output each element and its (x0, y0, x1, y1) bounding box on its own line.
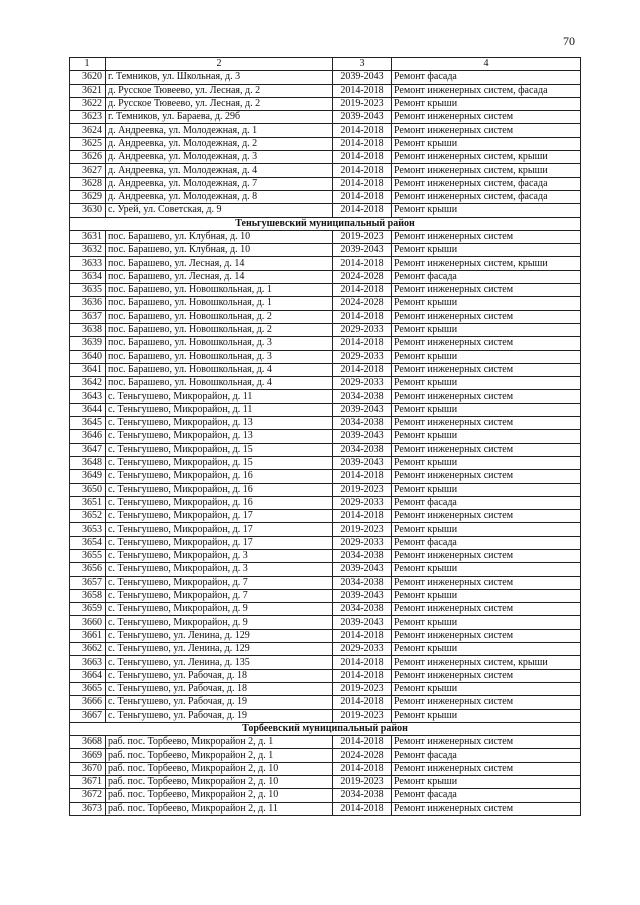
period-cell: 2019-2023 (333, 682, 392, 695)
work-type-cell: Ремонт фасада (392, 270, 581, 283)
table-row (70, 137, 581, 150)
period-cell: 2014-2018 (333, 177, 392, 190)
period-cell: 2029-2033 (333, 643, 392, 656)
address-cell: раб. пос. Торбеево, Микрорайон 2, д. 10 (106, 789, 333, 802)
table-header-row (70, 58, 581, 71)
row-number: 3649 (70, 470, 106, 483)
period-cell: 2034-2038 (333, 789, 392, 802)
row-number: 3655 (70, 549, 106, 562)
table-row (70, 496, 581, 509)
period-cell: 2014-2018 (333, 164, 392, 177)
address-cell: пос. Барашево, ул. Новошкольная, д. 1 (106, 284, 333, 297)
table-row (70, 204, 581, 217)
period-cell: 2039-2043 (333, 589, 392, 602)
header-cell: 1 (70, 58, 106, 71)
row-number: 3626 (70, 151, 106, 164)
table-row (70, 589, 581, 602)
period-cell: 2034-2038 (333, 603, 392, 616)
period-cell: 2024-2028 (333, 749, 392, 762)
work-type-cell: Ремонт инженерных систем (392, 284, 581, 297)
row-number: 3642 (70, 377, 106, 390)
work-type-cell: Ремонт инженерных систем (392, 696, 581, 709)
table-row (70, 510, 581, 523)
row-number: 3640 (70, 350, 106, 363)
row-number: 3629 (70, 190, 106, 203)
table-row (70, 257, 581, 270)
row-number: 3645 (70, 417, 106, 430)
period-cell: 2014-2018 (333, 337, 392, 350)
table-row (70, 363, 581, 376)
work-type-cell: Ремонт инженерных систем (392, 549, 581, 562)
period-cell: 2014-2018 (333, 84, 392, 97)
period-cell: 2029-2033 (333, 377, 392, 390)
header-cell: 3 (333, 58, 392, 71)
row-number: 3639 (70, 337, 106, 350)
address-cell: с. Теньгушево, Микрорайон, д. 7 (106, 589, 333, 602)
page-number: 70 (563, 34, 575, 48)
period-cell: 2024-2028 (333, 270, 392, 283)
address-cell: с. Теньгушево, Микрорайон, д. 11 (106, 390, 333, 403)
row-number: 3648 (70, 456, 106, 469)
address-cell: с. Теньгушево, Микрорайон, д. 16 (106, 483, 333, 496)
table-row (70, 470, 581, 483)
period-cell: 2014-2018 (333, 736, 392, 749)
work-type-cell: Ремонт крыши (392, 616, 581, 629)
table-row (70, 563, 581, 576)
table-row (70, 643, 581, 656)
address-cell: с. Теньгушево, Микрорайон, д. 11 (106, 403, 333, 416)
period-cell: 2014-2018 (333, 310, 392, 323)
work-type-cell: Ремонт крыши (392, 643, 581, 656)
address-cell: раб. пос. Торбеево, Микрорайон 2, д. 1 (106, 736, 333, 749)
work-type-cell: Ремонт инженерных систем (392, 603, 581, 616)
table-row (70, 244, 581, 257)
table-row (70, 696, 581, 709)
row-number: 3632 (70, 244, 106, 257)
section-header-row (70, 722, 581, 735)
row-number: 3673 (70, 802, 106, 815)
row-number: 3647 (70, 443, 106, 456)
address-cell: с. Теньгушево, Микрорайон, д. 3 (106, 563, 333, 576)
work-type-cell: Ремонт инженерных систем (392, 230, 581, 243)
address-cell: раб. пос. Торбеево, Микрорайон 2, д. 11 (106, 802, 333, 815)
row-number: 3656 (70, 563, 106, 576)
work-type-cell: Ремонт инженерных систем (392, 390, 581, 403)
period-cell: 2014-2018 (333, 363, 392, 376)
work-type-cell: Ремонт крыши (392, 350, 581, 363)
period-cell: 2029-2033 (333, 323, 392, 336)
address-cell: пос. Барашево, ул. Лесная, д. 14 (106, 257, 333, 270)
section-header-row (70, 217, 581, 230)
address-cell: пос. Барашево, ул. Клубная, д. 10 (106, 230, 333, 243)
table-row (70, 576, 581, 589)
repair-schedule-table (69, 57, 581, 816)
table-row (70, 403, 581, 416)
work-type-cell: Ремонт инженерных систем, крыши (392, 164, 581, 177)
table-row (70, 350, 581, 363)
period-cell: 2039-2043 (333, 71, 392, 84)
table-row (70, 151, 581, 164)
address-cell: д. Русское Тювеево, ул. Лесная, д. 2 (106, 84, 333, 97)
work-type-cell: Ремонт инженерных систем, фасада (392, 190, 581, 203)
table-row (70, 71, 581, 84)
period-cell: 2014-2018 (333, 470, 392, 483)
table-row (70, 230, 581, 243)
address-cell: с. Теньгушево, Микрорайон, д. 13 (106, 417, 333, 430)
work-type-cell: Ремонт крыши (392, 377, 581, 390)
work-type-cell: Ремонт инженерных систем (392, 310, 581, 323)
period-cell: 2019-2023 (333, 709, 392, 722)
table-row (70, 430, 581, 443)
row-number: 3646 (70, 430, 106, 443)
row-number: 3644 (70, 403, 106, 416)
address-cell: с. Теньгушево, ул. Ленина, д. 129 (106, 643, 333, 656)
row-number: 3658 (70, 589, 106, 602)
table-row (70, 84, 581, 97)
work-type-cell: Ремонт инженерных систем, крыши (392, 656, 581, 669)
table-row (70, 456, 581, 469)
address-cell: с. Теньгушево, ул. Рабочая, д. 18 (106, 682, 333, 695)
row-number: 3662 (70, 643, 106, 656)
address-cell: с. Урей, ул. Советская, д. 9 (106, 204, 333, 217)
period-cell: 2019-2023 (333, 483, 392, 496)
section-title: Теньгушевский муниципальный район (70, 217, 581, 230)
address-cell: пос. Барашево, ул. Новошкольная, д. 2 (106, 323, 333, 336)
row-number: 3659 (70, 603, 106, 616)
period-cell: 2014-2018 (333, 669, 392, 682)
period-cell: 2014-2018 (333, 510, 392, 523)
period-cell: 2039-2043 (333, 403, 392, 416)
address-cell: д. Андреевка, ул. Молодежная, д. 7 (106, 177, 333, 190)
address-cell: с. Теньгушево, ул. Рабочая, д. 19 (106, 709, 333, 722)
work-type-cell: Ремонт инженерных систем (392, 510, 581, 523)
period-cell: 2039-2043 (333, 430, 392, 443)
table-row (70, 310, 581, 323)
period-cell: 2014-2018 (333, 284, 392, 297)
period-cell: 2034-2038 (333, 390, 392, 403)
row-number: 3641 (70, 363, 106, 376)
address-cell: пос. Барашево, ул. Новошкольная, д. 2 (106, 310, 333, 323)
table-row (70, 709, 581, 722)
row-number: 3635 (70, 284, 106, 297)
work-type-cell: Ремонт инженерных систем, крыши (392, 151, 581, 164)
work-type-cell: Ремонт крыши (392, 137, 581, 150)
work-type-cell: Ремонт инженерных систем, крыши (392, 257, 581, 270)
row-number: 3627 (70, 164, 106, 177)
period-cell: 2034-2038 (333, 549, 392, 562)
table-row (70, 390, 581, 403)
table-row (70, 682, 581, 695)
work-type-cell: Ремонт фасада (392, 749, 581, 762)
work-type-cell: Ремонт инженерных систем (392, 736, 581, 749)
table-row (70, 549, 581, 562)
work-type-cell: Ремонт инженерных систем, фасада (392, 177, 581, 190)
period-cell: 2014-2018 (333, 124, 392, 137)
table-row (70, 736, 581, 749)
period-cell: 2029-2033 (333, 350, 392, 363)
address-cell: с. Теньгушево, Микрорайон, д. 3 (106, 549, 333, 562)
address-cell: раб. пос. Торбеево, Микрорайон 2, д. 10 (106, 762, 333, 775)
period-cell: 2034-2038 (333, 576, 392, 589)
address-cell: пос. Барашево, ул. Новошкольная, д. 3 (106, 350, 333, 363)
period-cell: 2039-2043 (333, 111, 392, 124)
address-cell: с. Теньгушево, Микрорайон, д. 15 (106, 456, 333, 469)
table-row (70, 603, 581, 616)
row-number: 3633 (70, 257, 106, 270)
table-row (70, 270, 581, 283)
row-number: 3628 (70, 177, 106, 190)
table-row (70, 776, 581, 789)
section-title: Торбеевский муниципальный район (70, 722, 581, 735)
address-cell: с. Теньгушево, Микрорайон, д. 15 (106, 443, 333, 456)
header-cell: 4 (392, 58, 581, 71)
row-number: 3671 (70, 776, 106, 789)
row-number: 3643 (70, 390, 106, 403)
period-cell: 2029-2033 (333, 536, 392, 549)
work-type-cell: Ремонт инженерных систем (392, 363, 581, 376)
table-row (70, 377, 581, 390)
table-row (70, 616, 581, 629)
row-number: 3657 (70, 576, 106, 589)
period-cell: 2014-2018 (333, 137, 392, 150)
row-number: 3622 (70, 97, 106, 110)
table-row (70, 297, 581, 310)
table-row (70, 536, 581, 549)
period-cell: 2014-2018 (333, 802, 392, 815)
row-number: 3630 (70, 204, 106, 217)
row-number: 3667 (70, 709, 106, 722)
address-cell: с. Теньгушево, Микрорайон, д. 16 (106, 470, 333, 483)
work-type-cell: Ремонт фасада (392, 789, 581, 802)
work-type-cell: Ремонт крыши (392, 523, 581, 536)
work-type-cell: Ремонт фасада (392, 496, 581, 509)
address-cell: с. Теньгушево, ул. Ленина, д. 135 (106, 656, 333, 669)
work-type-cell: Ремонт крыши (392, 456, 581, 469)
address-cell: г. Темников, ул. Бараева, д. 29б (106, 111, 333, 124)
period-cell: 2019-2023 (333, 97, 392, 110)
period-cell: 2014-2018 (333, 696, 392, 709)
address-cell: с. Теньгушево, ул. Ленина, д. 129 (106, 629, 333, 642)
address-cell: с. Теньгушево, Микрорайон, д. 9 (106, 616, 333, 629)
work-type-cell: Ремонт крыши (392, 403, 581, 416)
period-cell: 2019-2023 (333, 776, 392, 789)
period-cell: 2014-2018 (333, 204, 392, 217)
row-number: 3661 (70, 629, 106, 642)
row-number: 3651 (70, 496, 106, 509)
work-type-cell: Ремонт крыши (392, 776, 581, 789)
work-type-cell: Ремонт инженерных систем (392, 762, 581, 775)
address-cell: д. Андреевка, ул. Молодежная, д. 1 (106, 124, 333, 137)
table-row (70, 669, 581, 682)
header-cell: 2 (106, 58, 333, 71)
row-number: 3652 (70, 510, 106, 523)
address-cell: с. Теньгушево, Микрорайон, д. 7 (106, 576, 333, 589)
address-cell: г. Темников, ул. Школьная, д. 3 (106, 71, 333, 84)
address-cell: раб. пос. Торбеево, Микрорайон 2, д. 10 (106, 776, 333, 789)
work-type-cell: Ремонт крыши (392, 430, 581, 443)
table-row (70, 337, 581, 350)
work-type-cell: Ремонт инженерных систем (392, 669, 581, 682)
row-number: 3666 (70, 696, 106, 709)
row-number: 3669 (70, 749, 106, 762)
period-cell: 2039-2043 (333, 244, 392, 257)
work-type-cell: Ремонт инженерных систем (392, 576, 581, 589)
table-row (70, 443, 581, 456)
work-type-cell: Ремонт крыши (392, 244, 581, 257)
period-cell: 2029-2033 (333, 496, 392, 509)
table-row (70, 190, 581, 203)
work-type-cell: Ремонт крыши (392, 563, 581, 576)
period-cell: 2024-2028 (333, 297, 392, 310)
work-type-cell: Ремонт крыши (392, 589, 581, 602)
period-cell: 2014-2018 (333, 656, 392, 669)
period-cell: 2034-2038 (333, 417, 392, 430)
period-cell: 2039-2043 (333, 563, 392, 576)
row-number: 3625 (70, 137, 106, 150)
table-row (70, 177, 581, 190)
address-cell: пос. Барашево, ул. Новошкольная, д. 4 (106, 377, 333, 390)
table-row (70, 483, 581, 496)
row-number: 3638 (70, 323, 106, 336)
row-number: 3623 (70, 111, 106, 124)
table-row (70, 284, 581, 297)
address-cell: с. Теньгушево, Микрорайон, д. 9 (106, 603, 333, 616)
work-type-cell: Ремонт фасада (392, 71, 581, 84)
address-cell: д. Андреевка, ул. Молодежная, д. 2 (106, 137, 333, 150)
table-row (70, 417, 581, 430)
table-row (70, 523, 581, 536)
address-cell: с. Теньгушево, Микрорайон, д. 17 (106, 536, 333, 549)
row-number: 3653 (70, 523, 106, 536)
table-row (70, 749, 581, 762)
table-row (70, 762, 581, 775)
address-cell: пос. Барашево, ул. Новошкольная, д. 3 (106, 337, 333, 350)
row-number: 3663 (70, 656, 106, 669)
row-number: 3624 (70, 124, 106, 137)
table-row (70, 164, 581, 177)
period-cell: 2019-2023 (333, 523, 392, 536)
table-row (70, 656, 581, 669)
period-cell: 2019-2023 (333, 230, 392, 243)
table-row (70, 629, 581, 642)
work-type-cell: Ремонт инженерных систем (392, 337, 581, 350)
period-cell: 2014-2018 (333, 190, 392, 203)
address-cell: с. Теньгушево, Микрорайон, д. 17 (106, 523, 333, 536)
row-number: 3670 (70, 762, 106, 775)
address-cell: раб. пос. Торбеево, Микрорайон 2, д. 1 (106, 749, 333, 762)
row-number: 3672 (70, 789, 106, 802)
address-cell: пос. Барашево, ул. Новошкольная, д. 4 (106, 363, 333, 376)
row-number: 3665 (70, 682, 106, 695)
address-cell: д. Русское Тювеево, ул. Лесная, д. 2 (106, 97, 333, 110)
address-cell: д. Андреевка, ул. Молодежная, д. 4 (106, 164, 333, 177)
address-cell: с. Теньгушево, Микрорайон, д. 16 (106, 496, 333, 509)
work-type-cell: Ремонт инженерных систем (392, 124, 581, 137)
work-type-cell: Ремонт крыши (392, 323, 581, 336)
work-type-cell: Ремонт крыши (392, 97, 581, 110)
table-row (70, 111, 581, 124)
row-number: 3637 (70, 310, 106, 323)
address-cell: пос. Барашево, ул. Клубная, д. 10 (106, 244, 333, 257)
table-row (70, 124, 581, 137)
work-type-cell: Ремонт инженерных систем (392, 629, 581, 642)
work-type-cell: Ремонт крыши (392, 204, 581, 217)
row-number: 3636 (70, 297, 106, 310)
row-number: 3620 (70, 71, 106, 84)
work-type-cell: Ремонт инженерных систем (392, 417, 581, 430)
work-type-cell: Ремонт инженерных систем (392, 802, 581, 815)
table-row (70, 323, 581, 336)
period-cell: 2039-2043 (333, 456, 392, 469)
address-cell: с. Теньгушево, Микрорайон, д. 13 (106, 430, 333, 443)
address-cell: с. Теньгушево, ул. Рабочая, д. 18 (106, 669, 333, 682)
table-row (70, 97, 581, 110)
work-type-cell: Ремонт инженерных систем (392, 443, 581, 456)
row-number: 3660 (70, 616, 106, 629)
period-cell: 2014-2018 (333, 257, 392, 270)
period-cell: 2039-2043 (333, 616, 392, 629)
address-cell: д. Андреевка, ул. Молодежная, д. 3 (106, 151, 333, 164)
work-type-cell: Ремонт инженерных систем (392, 111, 581, 124)
address-cell: с. Теньгушево, ул. Рабочая, д. 19 (106, 696, 333, 709)
row-number: 3654 (70, 536, 106, 549)
work-type-cell: Ремонт инженерных систем (392, 470, 581, 483)
row-number: 3668 (70, 736, 106, 749)
period-cell: 2034-2038 (333, 443, 392, 456)
work-type-cell: Ремонт крыши (392, 483, 581, 496)
work-type-cell: Ремонт инженерных систем, фасада (392, 84, 581, 97)
row-number: 3650 (70, 483, 106, 496)
period-cell: 2014-2018 (333, 151, 392, 164)
address-cell: д. Андреевка, ул. Молодежная, д. 8 (106, 190, 333, 203)
address-cell: с. Теньгушево, Микрорайон, д. 17 (106, 510, 333, 523)
row-number: 3664 (70, 669, 106, 682)
work-type-cell: Ремонт крыши (392, 709, 581, 722)
row-number: 3634 (70, 270, 106, 283)
period-cell: 2014-2018 (333, 629, 392, 642)
period-cell: 2014-2018 (333, 762, 392, 775)
work-type-cell: Ремонт фасада (392, 536, 581, 549)
table-row (70, 789, 581, 802)
row-number: 3631 (70, 230, 106, 243)
work-type-cell: Ремонт крыши (392, 682, 581, 695)
address-cell: пос. Барашево, ул. Лесная, д. 14 (106, 270, 333, 283)
row-number: 3621 (70, 84, 106, 97)
address-cell: пос. Барашево, ул. Новошкольная, д. 1 (106, 297, 333, 310)
table-row (70, 802, 581, 815)
work-type-cell: Ремонт крыши (392, 297, 581, 310)
